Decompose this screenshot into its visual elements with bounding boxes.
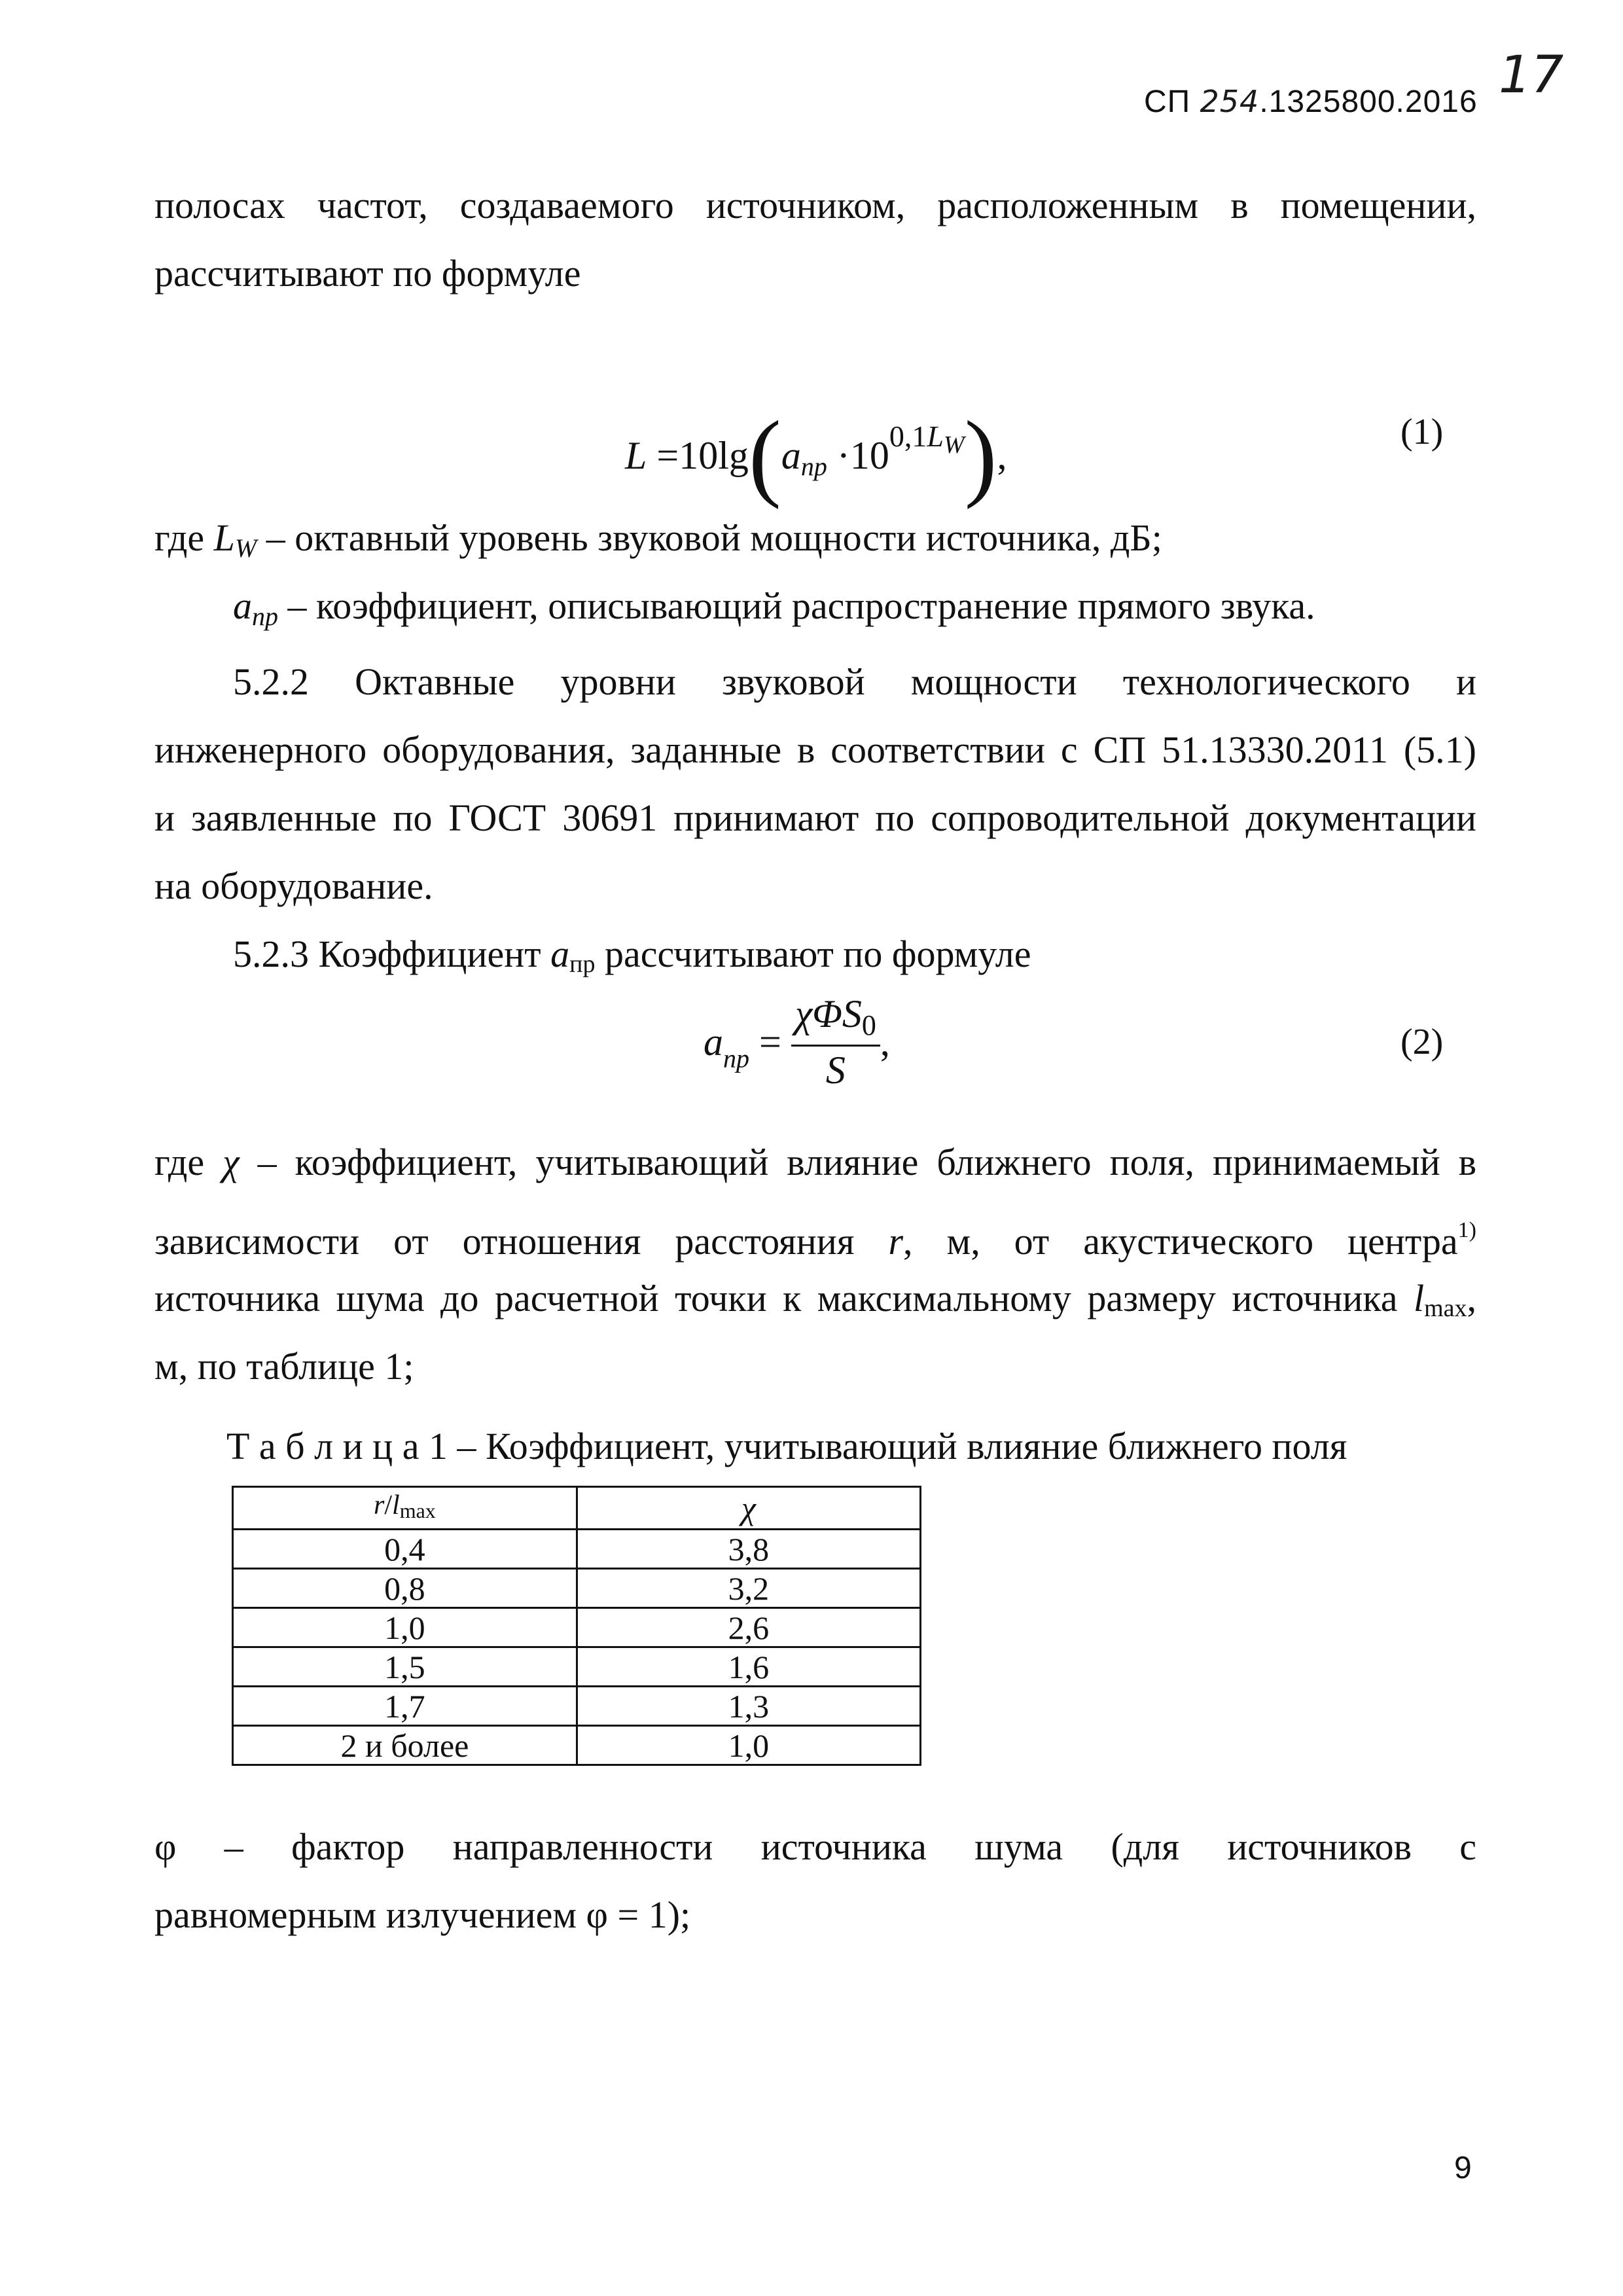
- formula-2-eq: =: [759, 1020, 781, 1064]
- handwritten-page-number: 17: [1499, 46, 1564, 105]
- table-cell-chi: 3,2: [577, 1569, 920, 1608]
- def-lw-sub: W: [234, 533, 257, 563]
- def-apr-sub: пр: [252, 601, 278, 631]
- equation-number-2: (2): [1400, 1022, 1444, 1062]
- formula-1-exp-sub: W: [943, 431, 965, 459]
- header-l-sub: max: [399, 1499, 436, 1522]
- p523-suffix: рассчитывают по формуле: [604, 933, 1031, 975]
- formula-1-exp-coef: 0,1: [889, 420, 927, 453]
- p522-line-3: и заявленные по ГОСТ 30691 принимают по сопроводительной документации: [154, 797, 1476, 839]
- table-header-ratio: [233, 1487, 577, 1530]
- table-cell-chi: 1,0: [577, 1726, 920, 1765]
- table-row: [233, 1647, 921, 1687]
- table-cell-chi: 1,6: [577, 1647, 920, 1687]
- p523-prefix: 5.2.3 Коэффициент: [233, 933, 541, 975]
- p523-a-sub: пр: [569, 950, 596, 978]
- p523-line: [233, 920, 1031, 998]
- table-header-row: [233, 1487, 921, 1530]
- def-chi-line-2: [154, 1196, 1476, 1276]
- table-header-chi: χ: [577, 1487, 920, 1530]
- phi-def-line-2: равномерным излучением φ = 1);: [154, 1893, 691, 1936]
- def-chi-l-sub: max: [1424, 1295, 1467, 1322]
- header-l: l: [392, 1490, 400, 1520]
- table-cell-chi: 2,6: [577, 1608, 920, 1647]
- table-cell-ratio: 1,7: [233, 1687, 577, 1726]
- code-prefix: СП: [1144, 84, 1191, 119]
- table-caption: Т а б л и ц а 1 – Коэффициент, учитывающий влияние ближнего поля: [226, 1425, 1347, 1467]
- def-chi-line-4: м, по таблице 1;: [154, 1345, 414, 1388]
- table-cell-chi: 1,3: [577, 1687, 920, 1726]
- table-row: [233, 1608, 921, 1647]
- document-code: [1144, 84, 1484, 120]
- formula-2: [704, 992, 890, 1103]
- header-slash: /: [384, 1490, 393, 1520]
- formula-2-fraction: [791, 992, 880, 1093]
- formula-1-exponent: [889, 420, 965, 459]
- near-field-table: [232, 1486, 921, 1766]
- formula-2-num-text: χΦS: [794, 992, 862, 1035]
- intro-line-1: полосах частот, создаваемого источником, расположенным в помещении,: [154, 184, 1476, 226]
- table-cell-ratio: 1,0: [233, 1608, 577, 1647]
- def-chi-line-3: [154, 1265, 1476, 1342]
- def-apr: [233, 572, 1315, 651]
- table-row: [233, 1726, 921, 1765]
- table-row: [233, 1530, 921, 1569]
- p522-line-2: инженерного оборудования, заданные в соответствии с СП 51.13330.2011 (5.1): [154, 728, 1476, 771]
- def-chi-line-3-text: источника шума до расчетной точки к максимальному размеру источника: [154, 1277, 1398, 1319]
- def-apr-symbol: a: [233, 584, 252, 627]
- def-chi-line-2-text-2: , м, от акустического центра: [903, 1220, 1458, 1263]
- def-chi-footnote-mark: 1): [1457, 1218, 1476, 1242]
- intro-line-2: рассчитывают по формуле: [154, 252, 581, 295]
- equation-number-1: (1): [1400, 412, 1444, 452]
- formula-2-denominator: S: [825, 1049, 846, 1092]
- p522-line-4: на оборудование.: [154, 865, 433, 907]
- table-cell-ratio: 2 и более: [233, 1726, 577, 1765]
- table-cell-ratio: 0,8: [233, 1569, 577, 1608]
- formula-2-lhs-sub: пр: [723, 1043, 749, 1073]
- formula-1-func: 10lg: [679, 434, 749, 477]
- header-r: r: [373, 1490, 385, 1520]
- def-chi-line-2-text: зависимости от отношения расстояния: [154, 1220, 855, 1263]
- table-row: [233, 1687, 921, 1726]
- phi-def-line-1: φ – фактор направленности источника шума (для источников с: [154, 1825, 1476, 1868]
- formula-1-a-sub: пр: [800, 452, 827, 481]
- formula-1-eq: =: [656, 434, 679, 477]
- table-cell-ratio: 0,4: [233, 1530, 577, 1569]
- table-cell-chi: 3,8: [577, 1530, 920, 1569]
- def-chi-where: где: [154, 1141, 205, 1183]
- formula-1-right-paren: ): [964, 401, 997, 510]
- def-apr-text: – коэффициент, описывающий распространение прямого звука.: [287, 584, 1315, 627]
- formula-1-a: a: [781, 434, 801, 477]
- formula-1-tail: ,: [997, 434, 1007, 477]
- code-suffix: .1325800.2016: [1259, 84, 1478, 119]
- table-row: [233, 1569, 921, 1608]
- table-cell-ratio: 1,5: [233, 1647, 577, 1687]
- formula-1-ten: ·10: [836, 434, 889, 477]
- formula-2-numerator: [791, 992, 880, 1045]
- formula-1-left-paren: (: [748, 401, 781, 510]
- def-chi-line-1: [154, 1128, 1476, 1196]
- def-chi-line-3-tail: ,: [1467, 1277, 1477, 1319]
- code-handwritten: 254: [1200, 84, 1260, 119]
- def-lw-where: где: [154, 516, 205, 559]
- def-lw-symbol: L: [213, 516, 235, 559]
- def-lw: [154, 504, 1162, 583]
- def-lw-text: – октавный уровень звуковой мощности источника, дБ;: [266, 516, 1162, 559]
- p522-line-1: 5.2.2 Октавные уровни звуковой мощности технологического и: [233, 660, 1476, 703]
- formula-1-lhs: L: [625, 434, 647, 477]
- def-chi-symbol: χ: [223, 1141, 240, 1183]
- formula-2-num-sub: 0: [861, 1009, 876, 1041]
- formula-2-tail: ,: [880, 1020, 890, 1064]
- def-chi-r: r: [888, 1220, 904, 1263]
- page-number: 9: [1454, 2151, 1472, 2185]
- p523-a-symbol: a: [550, 933, 570, 975]
- formula-2-lhs: a: [704, 1020, 723, 1064]
- formula-1-exp-l: L: [927, 420, 944, 453]
- def-chi-l: l: [1413, 1277, 1425, 1319]
- formula-1: [625, 401, 1007, 510]
- def-chi-text: – коэффициент, учитывающий влияние ближнего поля, принимаемый в: [257, 1141, 1476, 1183]
